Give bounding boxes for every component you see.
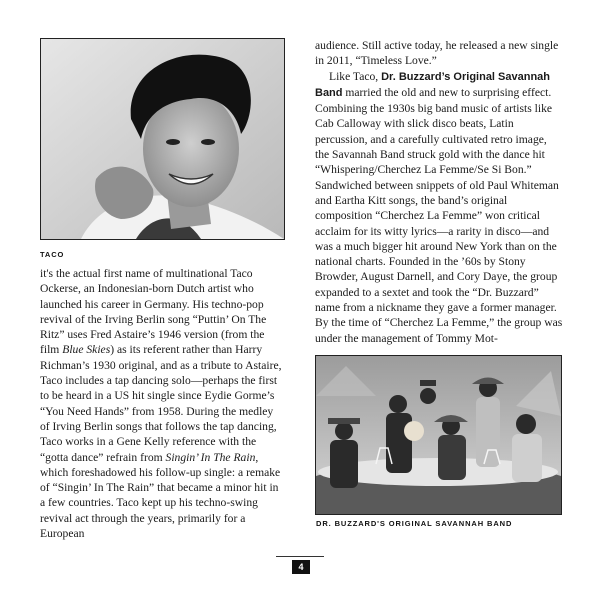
page-number: 4: [292, 560, 310, 574]
timeless-love-paragraph: audience. Still active today, he released a new single in 2011, “Timeless Love.”: [315, 39, 559, 68]
right-column-text: [315, 38, 563, 346]
taco-paragraph: it's the actual first name of multinational Taco Ockerse, an Indonesian-born Dutch artist who launched his career in Germany. His techno-pop revival of the Irving Berlin song “Puttin’ On The Ritz” uses Fred Astaire’s 1946 version (from the film Blue Skies) as its referent rather than Harry Richman’s 1930 original, and as a tribute to Astaire, Taco includes a tap dancing solo—perhaps the first to be heard in a US hit single since Eydie Gorme’s “You Need Hands” from 1958. During the medley of Irving Berlin songs that follows the tap dancing, Taco works in a Gene Kelly reference with the “gotta dance” refrain from Singin’ In The Rain, which foreshadowed his follow-up single: a remake of “Singin’ In The Rain” that became a minor hit in a few countries. Taco kept up his techno-swing revival act through the years, primarily for a European: [40, 267, 282, 541]
savannah-band-photo-caption: DR. BUZZARD'S ORIGINAL SAVANNAH BAND: [316, 519, 513, 528]
page-divider: [276, 556, 324, 557]
band-name: Dr. Buzzard’s Original Savannah Band: [315, 70, 551, 99]
taco-photo: [40, 38, 285, 240]
savannah-band-photo: [315, 355, 562, 515]
taco-photo-caption: TACO: [40, 250, 65, 259]
left-column-text: [40, 266, 284, 541]
savannah-band-paragraph: Like Taco, Dr. Buzzard’s Original Savannah Band married the old and new to surprising effect. Combining the 1930s big band music of artists like Cab Calloway with slick disco beats, Latin percussion, and a carefully cultivated retro image, the Savannah Band struck gold with the dance hit “Whispering/Cherchez La Femme/Se Si Bon.” Sandwiched between snippets of old Paul Whiteman and Eartha Kitt songs, the band’s original composition “Cherchez La Femme” won critical acclaim for its witty lyrics—a rarity in disco—and was a much bigger hit around New York than on the national charts. Founded in the ’60s by Stony Browder, August Darnell, and Cory Daye, the group expanded to a sextet and took the “Dr. Buzzard” name from a nickname they gave a former manager. By the time of “Cherchez La Femme,” the group was under the management of Tommy Mot-: [315, 69, 563, 345]
